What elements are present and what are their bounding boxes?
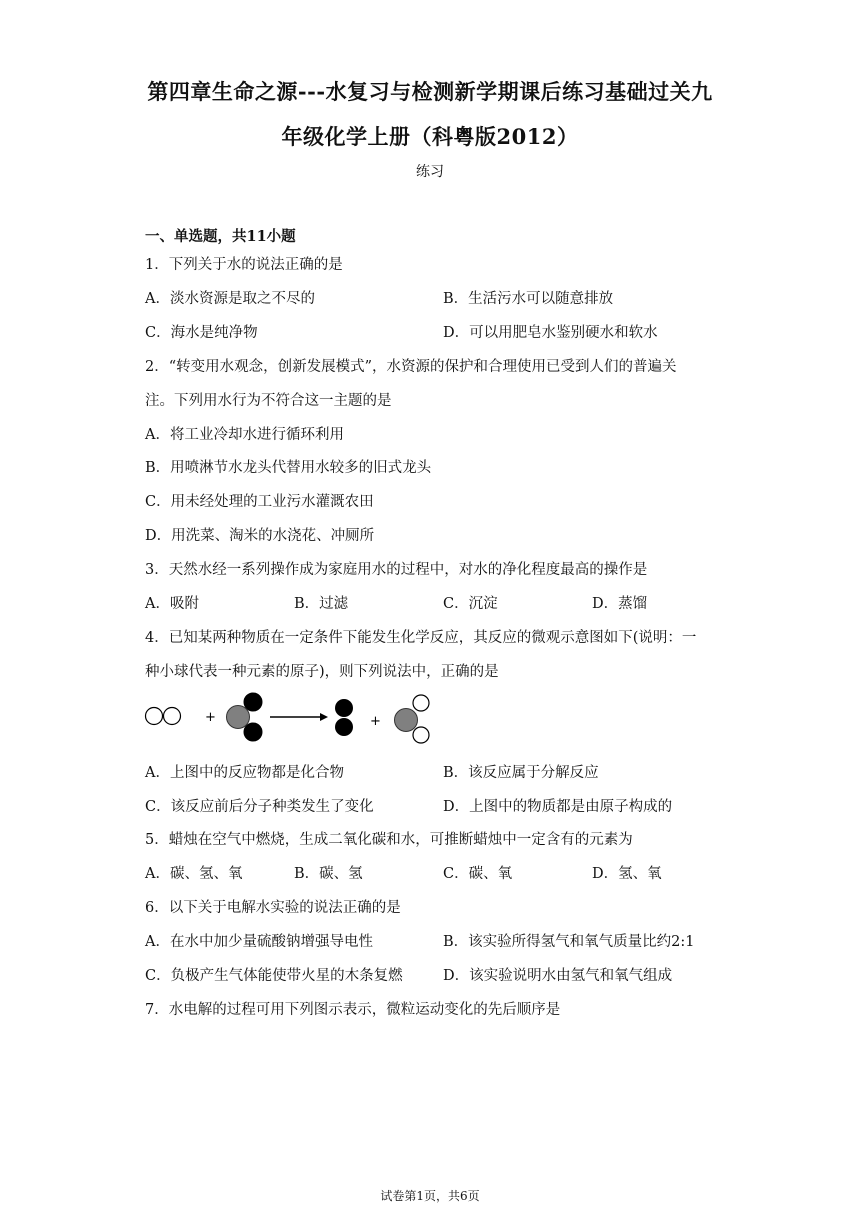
q2-option-a: A．将工业冷却水进行循环利用 (145, 427, 344, 443)
q6-stem: 6．以下关于电解水实验的说法正确的是 (145, 900, 401, 916)
q5-option-b: B．碳、氢 (294, 866, 363, 882)
q4-stem-line1: 4．已知某两种物质在一定条件下能发生化学反应，其反应的微观示意图如下(说明：一 (145, 630, 697, 646)
q7-stem: 7．水电解的过程可用下列图示表示，微粒运动变化的先后顺序是 (145, 1002, 561, 1018)
black-atom (335, 699, 353, 717)
q1-option-c: C．海水是纯净物 (145, 325, 258, 341)
plus-sign: + (205, 710, 216, 725)
black-atom (335, 718, 353, 736)
q2-option-b: B．用喷淋节水龙头代替用水较多的旧式龙头 (145, 460, 432, 476)
q3-option-b: B．过滤 (294, 596, 349, 612)
doc-subtitle: 练习 (416, 164, 444, 180)
q3-option-a: A．吸附 (145, 596, 199, 612)
q1-option-a: A．淡水资源是取之不尽的 (145, 291, 315, 307)
q4-stem-line2: 种小球代表一种元素的原子)，则下列说法中，正确的是 (145, 664, 499, 680)
doc-title-line1: 第四章生命之源---水复习与检测新学期课后练习基础过关九 (147, 79, 713, 104)
q3-stem: 3．天然水经一系列操作成为家庭用水的过程中，对水的净化程度最高的操作是 (145, 562, 648, 578)
q4-option-c: C．该反应前后分子种类发生了变化 (145, 799, 374, 815)
q6-option-b: B．该实验所得氢气和氧气质量比约2:1 (443, 934, 695, 950)
reaction-arrow-head (320, 713, 328, 721)
grey-atom (395, 709, 418, 732)
q5-option-c: C．碳、氧 (443, 866, 513, 882)
white-atom (413, 727, 429, 743)
q3-option-c: C．沉淀 (443, 596, 498, 612)
white-atom (413, 695, 429, 711)
doc-title-line2: 年级化学上册（科粤版2012） (281, 124, 579, 149)
q6-option-d: D．该实验说明水由氢气和氧气组成 (443, 968, 673, 984)
q5-option-d: D．氢、氧 (592, 866, 662, 882)
q2-option-c: C．用未经处理的工业污水灌溉农田 (145, 494, 374, 510)
black-atom (244, 693, 262, 711)
grey-atom (227, 706, 250, 729)
q1-stem: 1．下列关于水的说法正确的是 (145, 257, 343, 273)
black-atom (244, 723, 262, 741)
q6-option-a: A．在水中加少量硫酸钠增强导电性 (145, 934, 373, 950)
plus-sign: + (370, 714, 381, 729)
page-footer: 试卷第1页，共6页 (380, 1189, 480, 1203)
q5-stem: 5．蜡烛在空气中燃烧，生成二氧化碳和水，可推断蜡烛中一定含有的元素为 (145, 832, 633, 848)
q2-stem-line2: 注。下列用水行为不符合这一主题的是 (145, 393, 392, 409)
reaction-diagram (140, 688, 440, 750)
q1-option-d: D．可以用肥皂水鉴别硬水和软水 (443, 325, 658, 341)
q1-option-b: B．生活污水可以随意排放 (443, 291, 614, 307)
q4-option-d: D．上图中的物质都是由原子构成的 (443, 799, 673, 815)
q3-option-d: D．蒸馏 (592, 596, 648, 612)
q2-option-d: D．用洗菜、淘米的水浇花、冲厕所 (145, 528, 375, 544)
white-atom (146, 708, 163, 725)
q2-stem-line1: 2．“转变用水观念，创新发展模式”，水资源的保护和合理使用已受到人们的普遍关 (145, 359, 677, 375)
section-heading: 一、单选题，共11小题 (145, 228, 296, 245)
q5-option-a: A．碳、氢、氧 (145, 866, 243, 882)
q4-option-a: A．上图中的反应物都是化合物 (145, 765, 344, 781)
q6-option-c: C．负极产生气体能使带火星的木条复燃 (145, 968, 403, 984)
white-atom (164, 708, 181, 725)
q4-option-b: B．该反应属于分解反应 (443, 765, 599, 781)
